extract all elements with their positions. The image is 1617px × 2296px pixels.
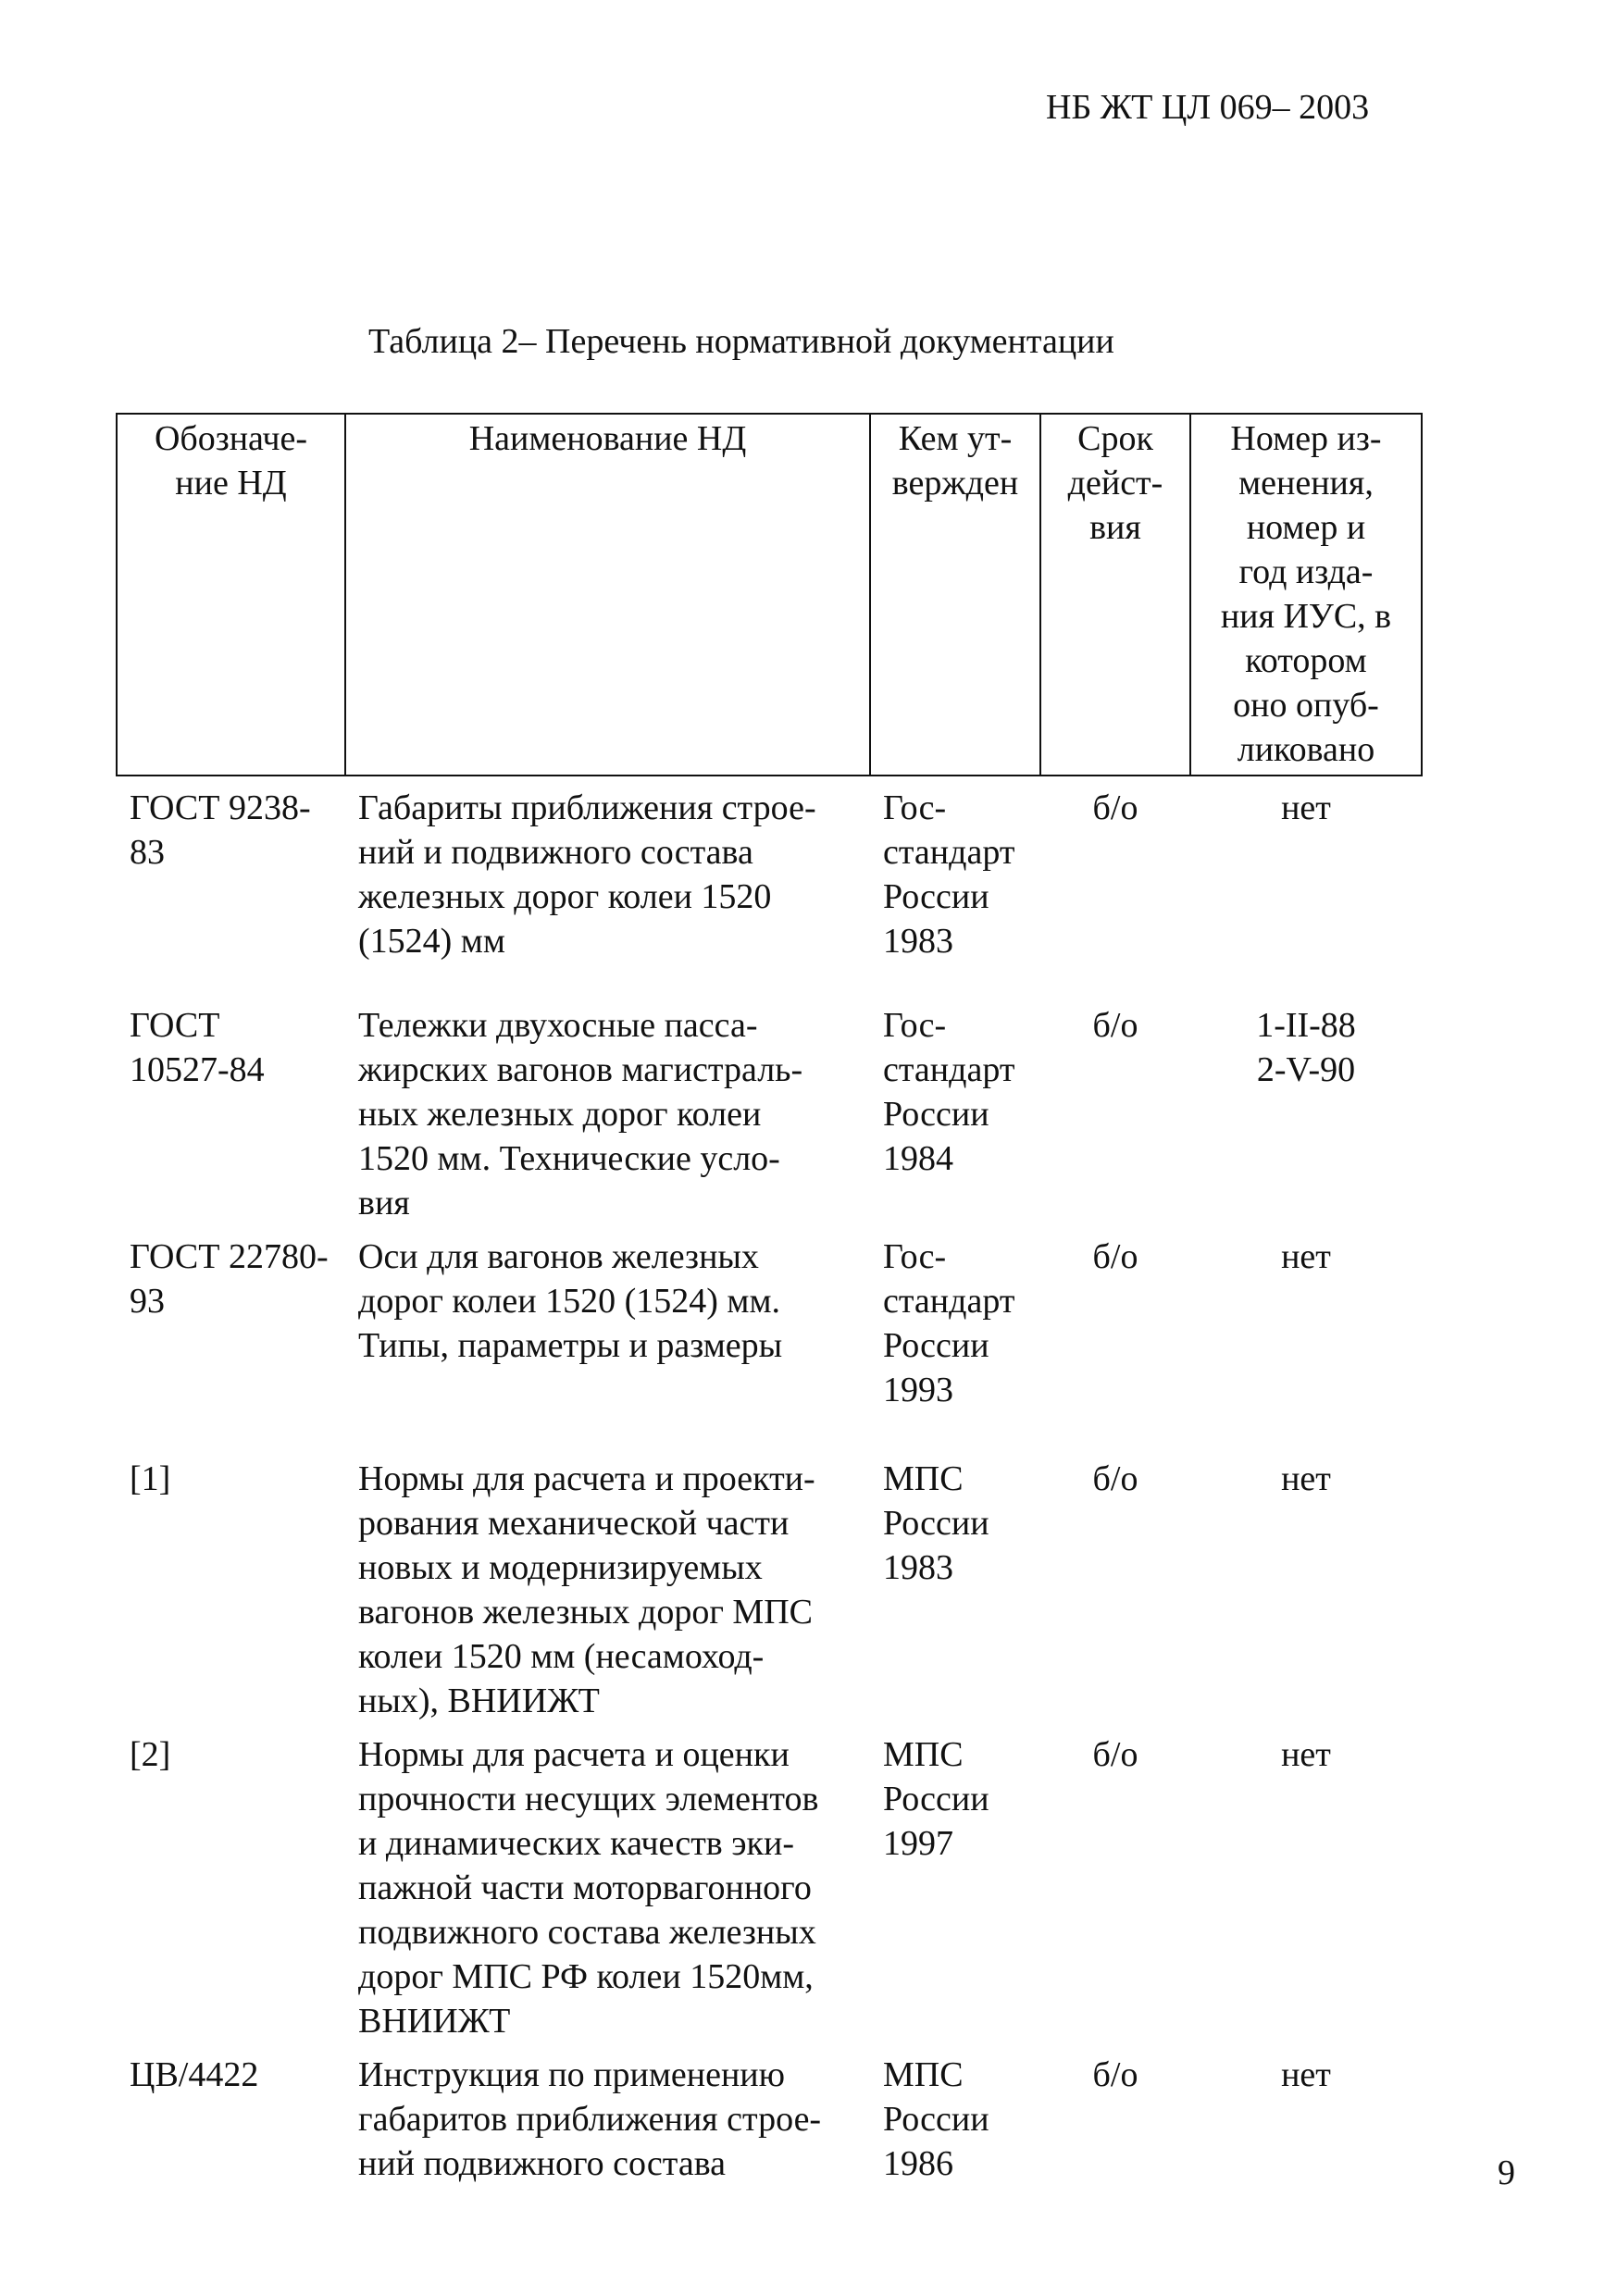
table-title: Таблица 2– Перечень нормативной документации xyxy=(368,322,1114,361)
designation-cell: ГОСТ 9238- 83 xyxy=(130,788,311,872)
designation-cell: ГОСТ 10527-84 xyxy=(130,1006,265,1089)
term-cell: б/о xyxy=(1092,1006,1138,1045)
column-header-change: Номер из- менения, номер и год изда- ния ИУС, в котором оно опуб- ликовано xyxy=(1190,414,1422,776)
designation-cell: [2] xyxy=(130,1735,171,1774)
table-row xyxy=(117,1723,1422,2043)
change-cell: нет xyxy=(1281,1459,1331,1498)
table-row xyxy=(117,2043,1422,2191)
designation-cell: ГОСТ 22780- 93 xyxy=(130,1237,329,1321)
approved-by-cell: МПС России 1986 xyxy=(883,2055,989,2183)
name-cell: Нормы для расчета и проекти- рования механической части новых и модернизируемых вагонов железных дорог МПС колеи 1520 мм (несамоход- ных), ВНИИЖТ xyxy=(358,1459,815,1720)
document-code: НБ ЖТ ЦЛ 069– 2003 xyxy=(1046,88,1370,127)
approved-by-cell: МПС России 1997 xyxy=(883,1735,989,1863)
column-header-approved-by: Кем ут- вержден xyxy=(870,414,1040,776)
term-cell: б/о xyxy=(1092,1237,1138,1276)
table-header-row xyxy=(117,414,1422,776)
change-cell: нет xyxy=(1281,2055,1331,2094)
column-header-designation: Обозначе- ние НД xyxy=(117,414,345,776)
name-cell: Инструкция по применению габаритов приближения строе- ний подвижного состава xyxy=(358,2055,822,2183)
designation-cell: [1] xyxy=(130,1459,171,1498)
term-cell: б/о xyxy=(1092,2055,1138,2094)
name-cell: Габариты приближения строе- ний и подвижного состава железных дорог колеи 1520 (1524) мм xyxy=(358,788,816,961)
column-header-term: Срок дейст- вия xyxy=(1040,414,1190,776)
name-cell: Оси для вагонов железных дорог колеи 1520 (1524) мм. Типы, параметры и размеры xyxy=(358,1237,783,1365)
column-header-name: Наименование НД xyxy=(345,414,870,776)
table-row xyxy=(117,1447,1422,1723)
name-cell: Нормы для расчета и оценки прочности несущих элементов и динамических качеств эки- пажной части моторвагонного подвижного состава железных дорог МПС РФ колеи 1520мм, ВНИИЖТ xyxy=(358,1735,819,2041)
approved-by-cell: Гос- стандарт России 1983 xyxy=(883,788,1015,961)
page-number: 9 xyxy=(1498,2153,1515,2192)
table-row xyxy=(117,1225,1422,1447)
term-cell: б/о xyxy=(1092,1459,1138,1498)
term-cell: б/о xyxy=(1092,788,1138,827)
table-row xyxy=(117,994,1422,1225)
table-row xyxy=(117,776,1422,994)
change-cell: нет xyxy=(1281,1237,1331,1276)
approved-by-cell: Гос- стандарт России 1984 xyxy=(883,1006,1015,1178)
approved-by-cell: Гос- стандарт России 1993 xyxy=(883,1237,1015,1409)
change-cell: нет xyxy=(1281,1735,1331,1774)
name-cell: Тележки двухосные пасса- жирских вагонов магистраль- ных железных дорог колеи 1520 мм. Технические усло- вия xyxy=(358,1006,803,1222)
approved-by-cell: МПС России 1983 xyxy=(883,1459,989,1587)
designation-cell: ЦВ/4422 xyxy=(130,2055,259,2094)
change-cell: нет xyxy=(1281,788,1331,827)
term-cell: б/о xyxy=(1092,1735,1138,1774)
change-cell: 1-II-88 2-V-90 xyxy=(1256,1006,1356,1089)
documents-table xyxy=(116,413,1423,2191)
